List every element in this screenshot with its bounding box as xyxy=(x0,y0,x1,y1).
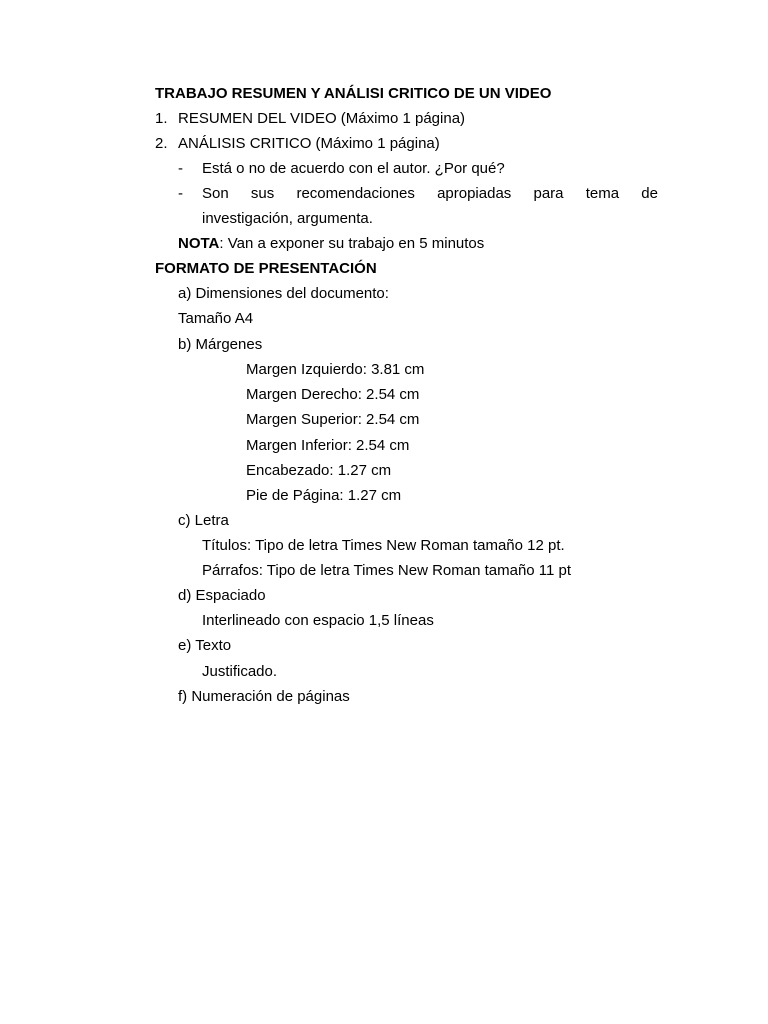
word: sus xyxy=(250,185,275,202)
margin-header: Encabezado: 1.27 cm xyxy=(246,462,392,479)
margins-heading: b) Márgenes xyxy=(178,336,263,353)
page-numbers-heading: f) Numeración de páginas xyxy=(178,688,350,705)
list-item-number: 1. xyxy=(155,110,168,127)
list-item-text: RESUMEN DEL VIDEO (Máximo 1 página) xyxy=(178,110,466,127)
spacing-heading: d) Espaciado xyxy=(178,587,266,604)
bullet-text: Está o no de acuerdo con el autor. ¿Por qué? xyxy=(202,160,505,177)
text-align-text: Justificado. xyxy=(202,663,278,680)
word: Son xyxy=(202,185,229,202)
bullet-dash: - xyxy=(178,185,183,202)
bullet-continuation: investigación, argumenta. xyxy=(202,210,373,227)
margin-left: Margen Izquierdo: 3.81 cm xyxy=(246,361,425,378)
word: recomendaciones xyxy=(296,185,415,202)
text-align-heading: e) Texto xyxy=(178,637,232,654)
font-paragraphs: Párrafos: Tipo de letra Times New Roman tamaño 11 pt xyxy=(202,562,572,579)
list-item-text: ANÁLISIS CRITICO (Máximo 1 página) xyxy=(178,135,440,152)
margin-right: Margen Derecho: 2.54 cm xyxy=(246,386,420,403)
document-title: TRABAJO RESUMEN Y ANÁLISI CRITICO DE UN VIDEO xyxy=(155,85,552,102)
margin-footer: Pie de Página: 1.27 cm xyxy=(246,487,402,504)
font-titles: Títulos: Tipo de letra Times New Roman tamaño 12 pt. xyxy=(202,537,565,554)
list-item-number: 2. xyxy=(155,135,168,152)
note xyxy=(178,235,484,253)
word: tema xyxy=(585,185,620,202)
spacing-text: Interlineado con espacio 1,5 líneas xyxy=(202,612,434,629)
margin-bottom: Margen Inferior: 2.54 cm xyxy=(246,437,410,454)
dimensions-size: Tamaño A4 xyxy=(178,310,254,327)
bullet-justified-line xyxy=(202,185,658,203)
word: para xyxy=(533,185,564,202)
font-heading: c) Letra xyxy=(178,512,229,529)
word: apropiadas xyxy=(437,185,512,202)
note-text: : Van a exponer su trabajo en 5 minutos xyxy=(219,235,485,252)
word: de xyxy=(641,185,658,202)
margin-top: Margen Superior: 2.54 cm xyxy=(246,411,420,428)
bullet-dash: - xyxy=(178,160,183,177)
note-label: NOTA xyxy=(178,235,220,252)
format-heading: FORMATO DE PRESENTACIÓN xyxy=(155,260,377,277)
dimensions-heading: a) Dimensiones del documento: xyxy=(178,285,389,302)
